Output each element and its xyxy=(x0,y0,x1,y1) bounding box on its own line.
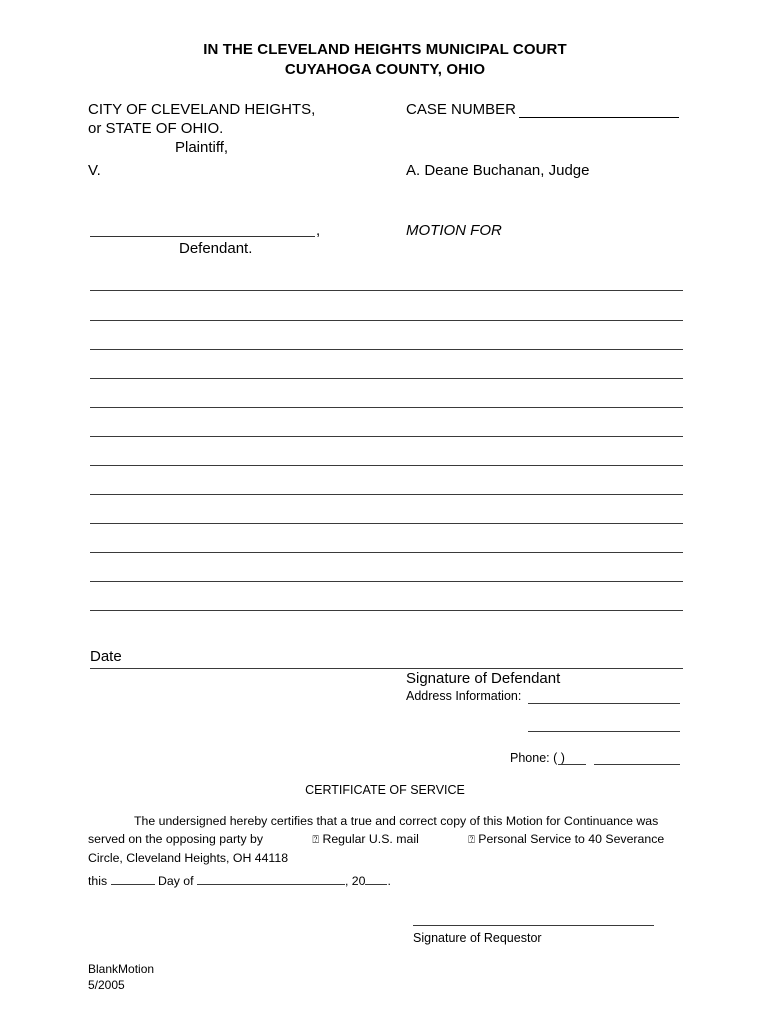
phone-area-code-fill-line[interactable] xyxy=(558,764,586,765)
signature-of-requestor-label: Signature of Requestor xyxy=(413,931,542,945)
body-rule-line[interactable] xyxy=(90,320,683,321)
certificate-date-row xyxy=(88,872,391,888)
checkbox-personal-service-icon[interactable]: ⍰ xyxy=(468,833,475,846)
checkbox-regular-mail-icon[interactable]: ⍰ xyxy=(312,833,320,846)
form-name-footer: BlankMotion xyxy=(88,962,155,976)
case-number-label: CASE NUMBER xyxy=(406,101,517,118)
certificate-body-part-2: Regular U.S. mail xyxy=(319,832,423,846)
body-rule-line[interactable] xyxy=(90,494,683,495)
address-information-label: Address Information: xyxy=(406,689,522,703)
defendant-role-label: Defendant. xyxy=(179,240,253,257)
court-title-line-2: CUYAHOGA COUNTY, OHIO xyxy=(284,61,486,78)
certificate-date-mid: Day of xyxy=(154,874,197,888)
date-label: Date xyxy=(90,648,122,665)
body-rule-line[interactable] xyxy=(90,465,683,466)
judge-name-label: A. Deane Buchanan, Judge xyxy=(406,162,590,179)
defendant-name-comma: , xyxy=(316,222,321,239)
certificate-date-suffix: . xyxy=(387,874,391,888)
certificate-month-fill-line[interactable] xyxy=(197,872,345,885)
certificate-year-prefix: , 20 xyxy=(344,874,366,888)
body-rule-line[interactable] xyxy=(90,552,683,553)
requestor-signature-fill-line[interactable] xyxy=(413,925,654,926)
certificate-day-fill-line[interactable] xyxy=(111,872,155,885)
certificate-year-fill-line[interactable] xyxy=(365,872,387,885)
plaintiff-role-label: Plaintiff, xyxy=(175,139,229,156)
certificate-of-service-body xyxy=(88,812,674,867)
certificate-body-part-3: Personal Service to 40 Severance Circle, Cleveland Heights, OH 44118 xyxy=(88,832,665,865)
address-fill-line-1[interactable] xyxy=(528,703,680,704)
certificate-of-service-heading: CERTIFICATE OF SERVICE xyxy=(305,783,465,797)
date-signature-fill-line[interactable] xyxy=(90,668,683,669)
body-rule-line[interactable] xyxy=(90,523,683,524)
motion-for-label: MOTION FOR xyxy=(406,222,502,239)
court-title-line-1: IN THE CLEVELAND HEIGHTS MUNICIPAL COURT xyxy=(203,41,567,58)
plaintiff-name-line-1: CITY OF CLEVELAND HEIGHTS, xyxy=(88,101,316,118)
defendant-name-fill-line[interactable] xyxy=(90,236,315,237)
signature-of-defendant-label: Signature of Defendant xyxy=(406,670,561,687)
body-rule-line[interactable] xyxy=(90,581,683,582)
body-rule-line[interactable] xyxy=(90,610,683,611)
plaintiff-name-line-2: or STATE OF OHIO. xyxy=(88,120,224,137)
case-number-fill-line[interactable] xyxy=(519,117,679,118)
body-rule-line[interactable] xyxy=(90,407,683,408)
form-date-footer: 5/2005 xyxy=(88,978,125,992)
address-fill-line-2[interactable] xyxy=(528,731,680,732)
phone-label: Phone: ( ) xyxy=(510,751,565,765)
phone-number-fill-line[interactable] xyxy=(594,764,680,765)
body-rule-line[interactable] xyxy=(90,349,683,350)
versus-label: V. xyxy=(88,162,101,179)
body-rule-line[interactable] xyxy=(90,378,683,379)
body-rule-line[interactable] xyxy=(90,436,683,437)
body-rule-line[interactable] xyxy=(90,290,683,291)
certificate-body-part-1: The undersigned hereby certifies that a true and correct copy of this Motion for Continuance was served on the opposing party by xyxy=(88,814,659,846)
certificate-date-prefix: this xyxy=(88,874,111,888)
